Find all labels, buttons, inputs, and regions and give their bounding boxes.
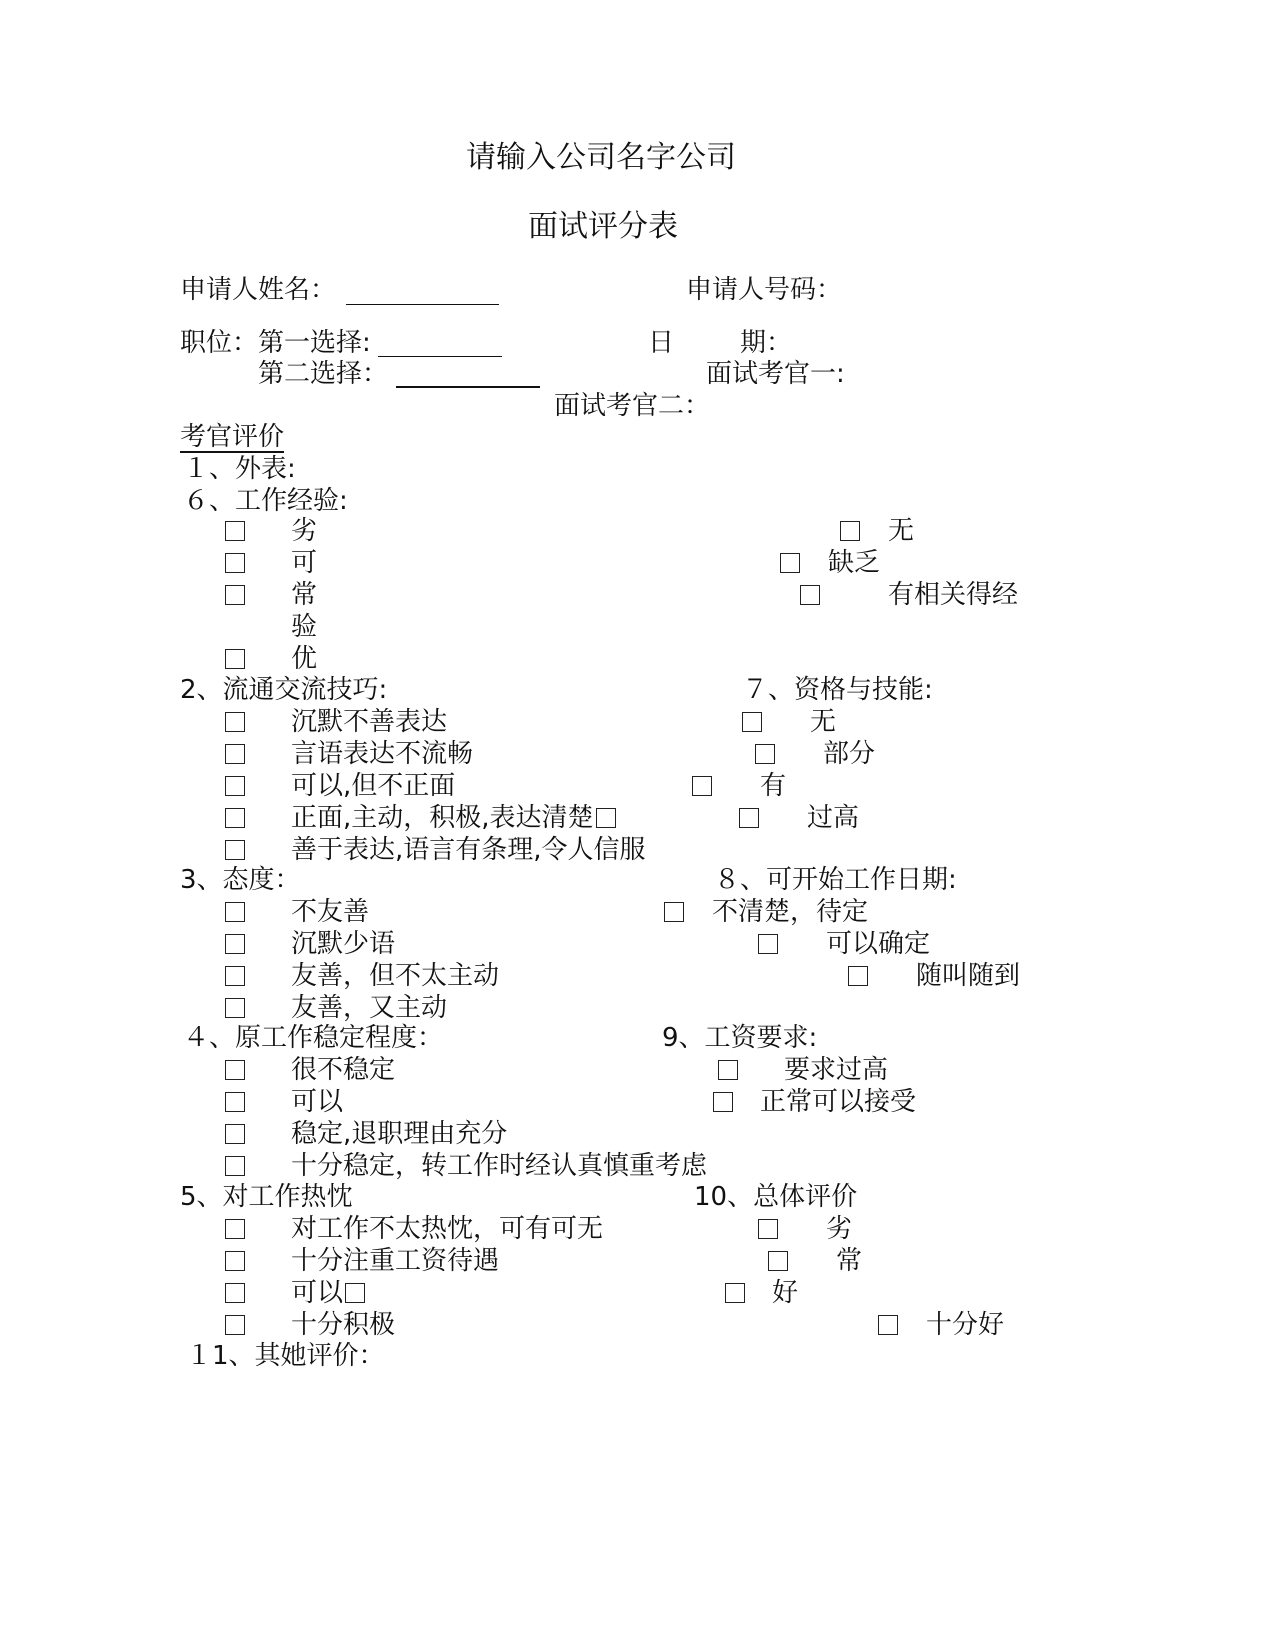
checkbox-q7-opt4[interactable] (739, 808, 759, 828)
checkbox-q9-opt1[interactable] (718, 1060, 738, 1080)
checkbox-q1-opt3[interactable] (225, 585, 245, 605)
option-label: 优 (291, 644, 318, 674)
checkbox-q4-opt3[interactable] (225, 1124, 245, 1144)
checkbox-q7-opt1[interactable] (742, 712, 762, 732)
checkbox-q2-opt4[interactable] (225, 808, 245, 828)
question-7-label: ７、资格与技能: (742, 675, 933, 705)
checkbox-q4-opt1[interactable] (225, 1060, 245, 1080)
option-label: 十分注重工资待遇 (291, 1246, 500, 1276)
option-label: 随叫随到 (916, 961, 1021, 991)
checkbox-q8-opt3[interactable] (848, 966, 868, 986)
question-3-label: 3、态度： (180, 865, 301, 895)
checkbox-inline[interactable] (345, 1283, 365, 1303)
question-10-label: 10、总体评价 (694, 1182, 858, 1212)
option-label: 有 (760, 771, 787, 801)
checkbox-q3-opt1[interactable] (225, 902, 245, 922)
checkbox-inline[interactable] (596, 808, 616, 828)
option-label: 常 (836, 1246, 863, 1276)
checkbox-q2-opt3[interactable] (225, 776, 245, 796)
checkbox-q3-opt3[interactable] (225, 966, 245, 986)
checkbox-q2-opt1[interactable] (225, 712, 245, 732)
section-heading: 考官评价 (180, 422, 285, 452)
checkbox-q8-opt2[interactable] (758, 934, 778, 954)
option-label: 无 (810, 707, 837, 737)
position-first-choice-label: 职位：第一选择: (180, 328, 371, 358)
checkbox-q10-opt3[interactable] (725, 1283, 745, 1303)
checkbox-q1-opt4[interactable] (225, 649, 245, 669)
option-label: 不清楚，待定 (712, 897, 869, 927)
checkbox-q3-opt2[interactable] (225, 934, 245, 954)
option-label: 稳定,退职理由充分 (291, 1119, 508, 1149)
option-label: 不友善 (291, 897, 370, 927)
option-label: 好 (772, 1278, 799, 1308)
option-label (291, 802, 616, 834)
option-label: 可以 (291, 1087, 344, 1117)
question-1-label: １、外表: (183, 454, 296, 484)
option-label: 有相关得经 (888, 580, 1019, 610)
interviewer-two-label: 面试考官二： (554, 391, 711, 421)
option-label: 言语表达不流畅 (291, 739, 474, 769)
first-choice-field[interactable] (378, 356, 502, 357)
option-label-continued: 验 (291, 612, 318, 642)
option-label: 可以确定 (826, 929, 931, 959)
checkbox-q2-opt5[interactable] (225, 840, 245, 860)
date-label-right: 期： (740, 328, 793, 358)
checkbox-q5-opt1[interactable] (225, 1219, 245, 1239)
question-8-label: ８、可开始工作日期: (714, 865, 957, 895)
second-choice-field[interactable] (396, 386, 540, 388)
option-label: 善于表达,语言有条理,令人信服 (291, 835, 646, 865)
option-text: 正面,主动，积极,表达清楚 (291, 803, 594, 833)
form-title: 面试评分表 (528, 209, 678, 244)
option-label: 很不稳定 (291, 1055, 396, 1085)
question-2-label: 2、流通交流技巧: (180, 675, 388, 705)
checkbox-q7-opt3[interactable] (692, 776, 712, 796)
option-label: 无 (888, 516, 915, 546)
interviewer-one-label: 面试考官一: (706, 359, 845, 389)
option-label: 缺乏 (828, 548, 881, 578)
applicant-name-field[interactable] (346, 304, 499, 305)
checkbox-q4-opt4[interactable] (225, 1156, 245, 1176)
checkbox-q8-opt1[interactable] (664, 902, 684, 922)
checkbox-q5-opt3[interactable] (225, 1283, 245, 1303)
question-9-label: 9、工资要求: (662, 1023, 818, 1053)
option-label (291, 1277, 365, 1309)
option-label: 友善，但不太主动 (291, 961, 500, 991)
checkbox-q10-opt1[interactable] (758, 1219, 778, 1239)
company-title: 请输入公司名字公司 (466, 140, 736, 175)
checkbox-q7-opt2[interactable] (755, 744, 775, 764)
checkbox-q6-opt1[interactable] (840, 521, 860, 541)
second-choice-label: 第二选择： (258, 359, 389, 389)
checkbox-q5-opt4[interactable] (225, 1315, 245, 1335)
checkbox-q10-opt2[interactable] (768, 1251, 788, 1271)
option-label: 可 (291, 548, 318, 578)
question-6-label: ６、工作经验: (183, 486, 348, 516)
checkbox-q3-opt4[interactable] (225, 998, 245, 1018)
checkbox-q1-opt2[interactable] (225, 553, 245, 573)
option-label: 沉默少语 (291, 929, 396, 959)
checkbox-q5-opt2[interactable] (225, 1251, 245, 1271)
checkbox-q2-opt2[interactable] (225, 744, 245, 764)
question-11-label: １1、其她评价： (186, 1341, 385, 1371)
applicant-name-label: 申请人姓名： (180, 275, 337, 305)
option-text: 可以 (291, 1278, 344, 1308)
checkbox-q6-opt3[interactable] (800, 585, 820, 605)
option-label: 十分好 (926, 1310, 1005, 1340)
checkbox-q9-opt2[interactable] (713, 1092, 733, 1112)
option-label: 劣 (291, 516, 318, 546)
option-label: 常 (291, 580, 318, 610)
question-5-label: 5、对工作热忱 (180, 1182, 353, 1212)
checkbox-q6-opt2[interactable] (780, 553, 800, 573)
checkbox-q1-opt1[interactable] (225, 521, 245, 541)
checkbox-q10-opt4[interactable] (878, 1315, 898, 1335)
option-label: 十分积极 (291, 1310, 396, 1340)
option-label: 沉默不善表达 (291, 707, 448, 737)
checkbox-q4-opt2[interactable] (225, 1092, 245, 1112)
option-label: 过高 (807, 803, 860, 833)
option-label: 可以,但不正面 (291, 771, 456, 801)
question-4-label: ４、原工作稳定程度： (183, 1023, 444, 1053)
option-label: 十分稳定，转工作时经认真慎重考虑 (291, 1151, 708, 1181)
date-label-left: 日 (648, 328, 675, 358)
applicant-number-label: 申请人号码： (686, 275, 843, 305)
option-label: 对工作不太热忱，可有可无 (291, 1214, 604, 1244)
option-label: 要求过高 (784, 1055, 889, 1085)
option-label: 劣 (826, 1214, 853, 1244)
option-label: 部分 (823, 739, 876, 769)
option-label: 友善，又主动 (291, 993, 448, 1023)
option-label: 正常可以接受 (760, 1087, 917, 1117)
